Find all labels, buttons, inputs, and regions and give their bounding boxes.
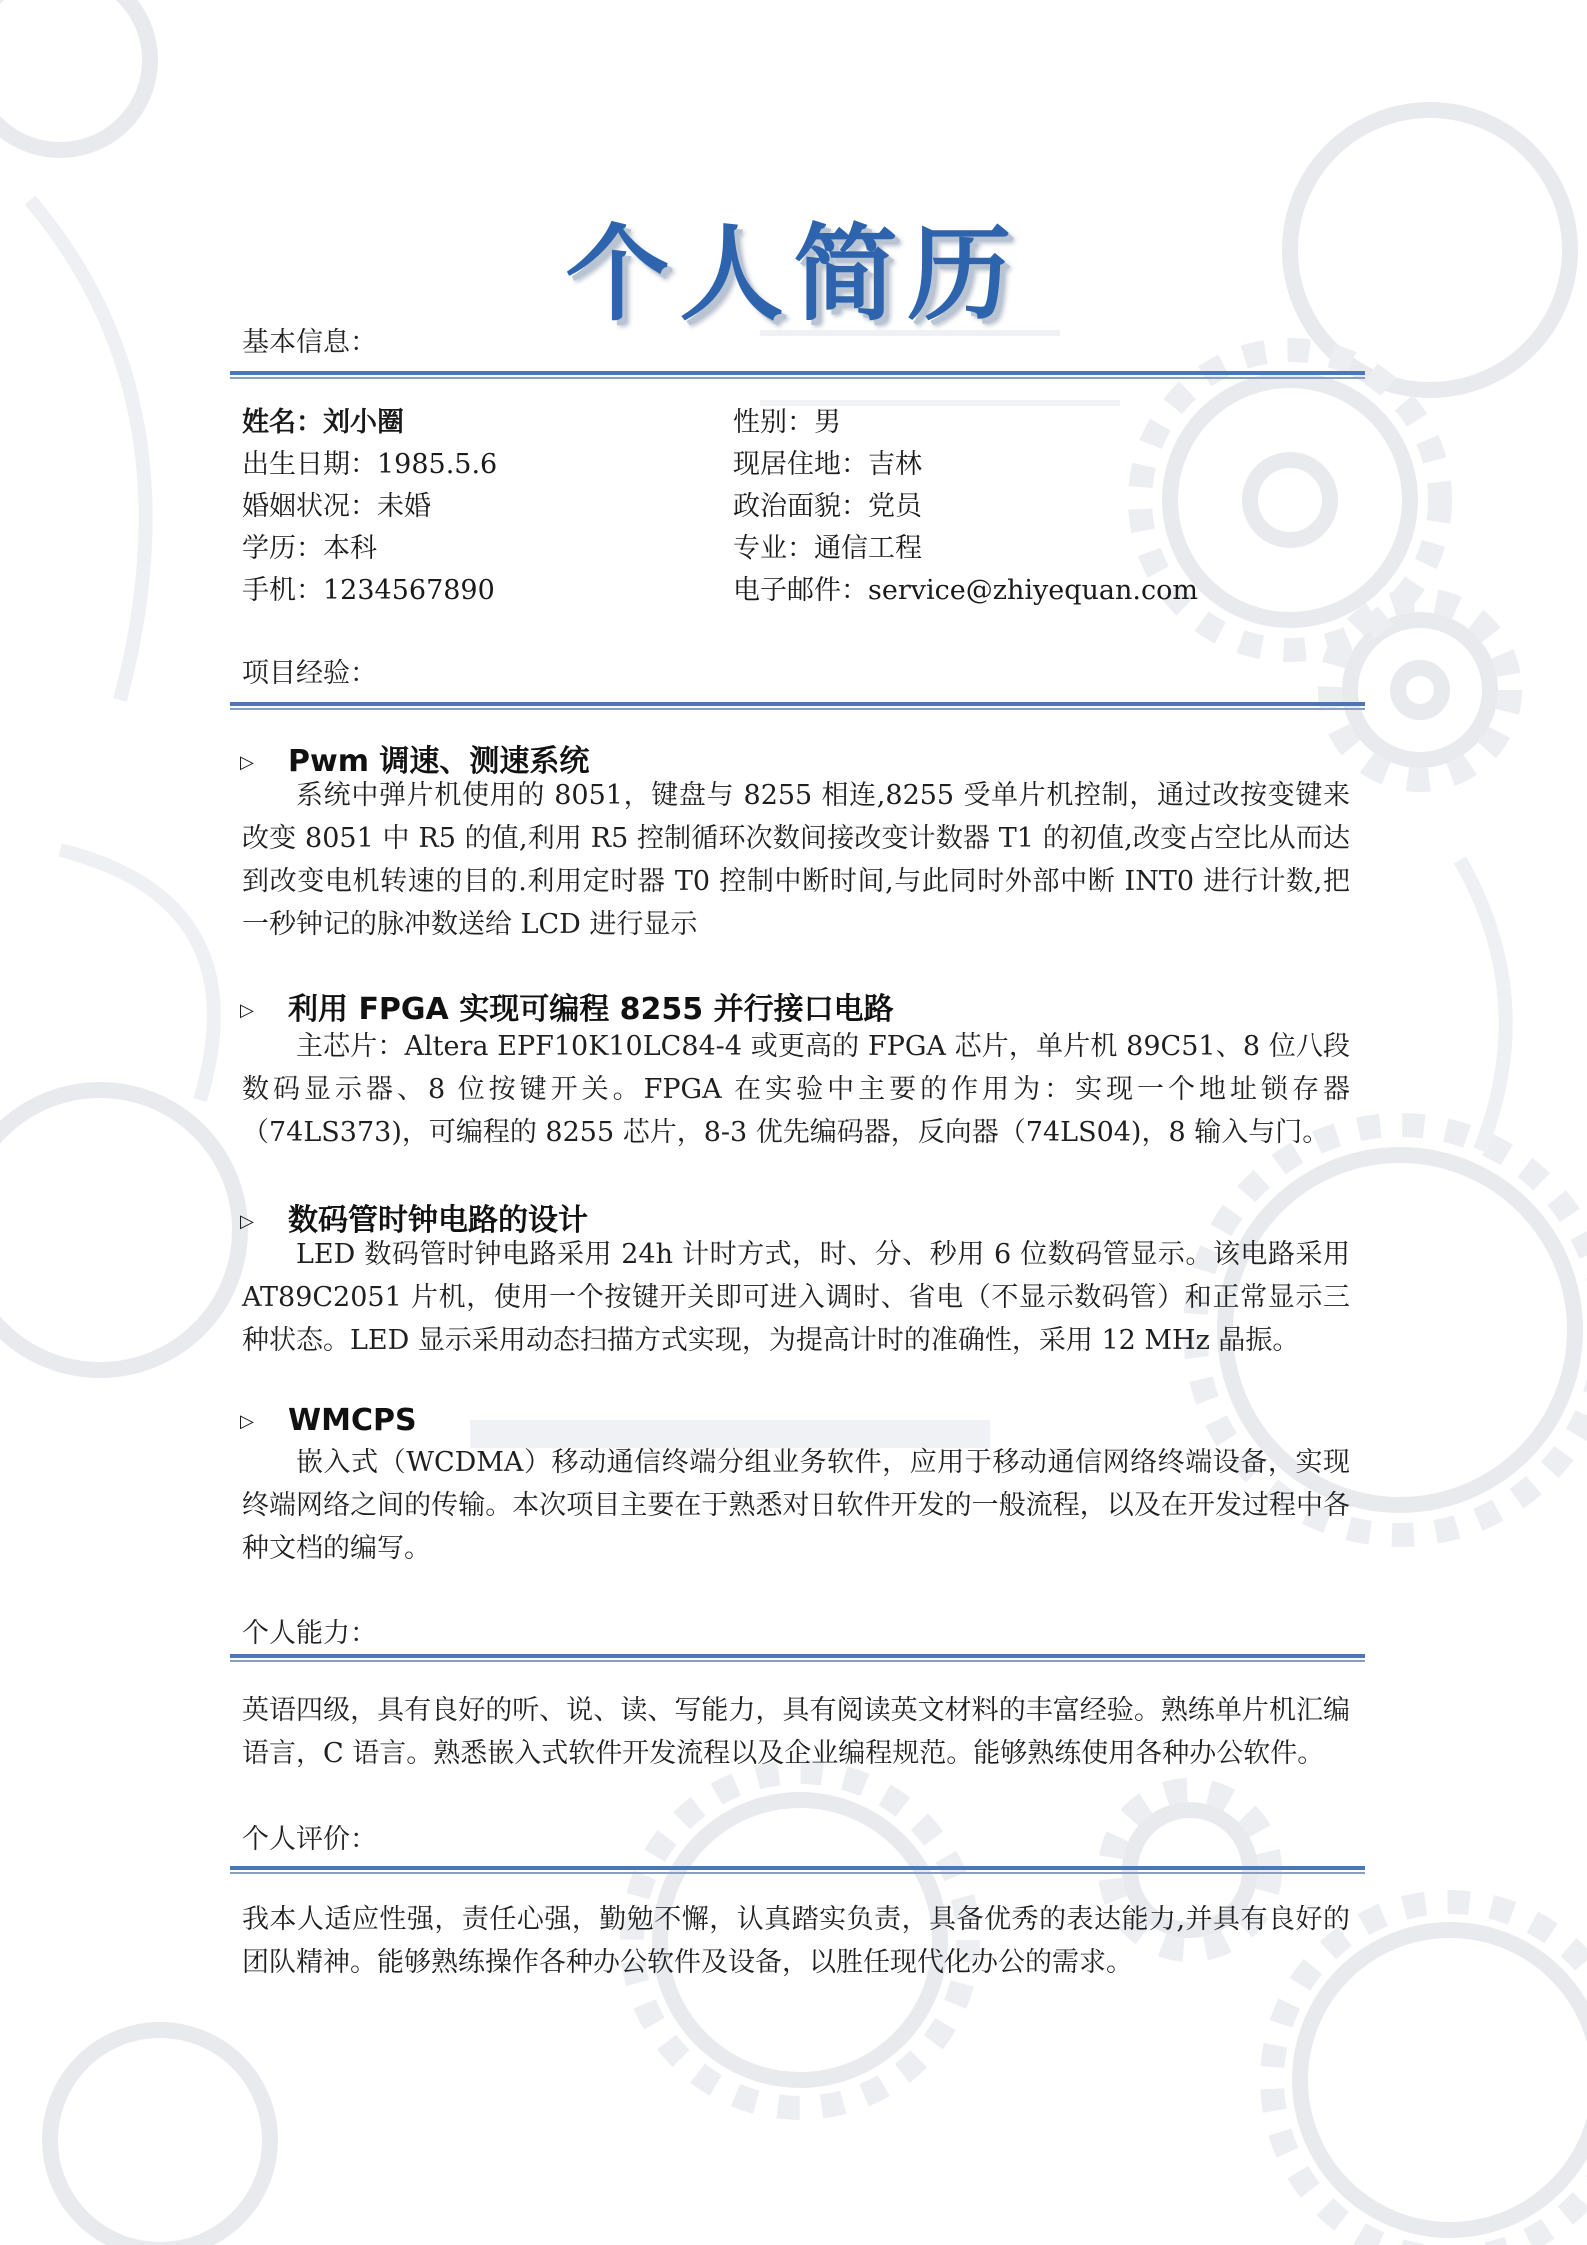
- project-description: 系统中弹片机使用的 8051，键盘与 8255 相连,8255 受单片机控制，通过改按变键来改变 8051 中 R5 的值,利用 R5 控制循环次数间接改变计数器 T1 的初值,改变占空比从而达到改变电机转速的目的.利用定时器 T0 控制中断时间,与此同时外部中断 INT0 进行计数,把一秒钟记的脉冲数送给 LCD 进行显示: [242, 780, 1350, 940]
- info-row-email: 电子邮件：service@zhiyequan.com: [733, 575, 1198, 606]
- project-title: ▷ Pwm 调速、测速系统: [240, 744, 590, 779]
- section-divider: [230, 1654, 1365, 1663]
- section-divider: [230, 702, 1365, 711]
- page-title: 个人简历: [565, 212, 1022, 335]
- section-label-projects: 项目经验：: [242, 658, 377, 689]
- section-divider: [230, 1866, 1365, 1875]
- info-row-gender: 性别：男: [733, 407, 841, 438]
- project-description: LED 数码管时钟电路采用 24h 计时方式，时、分、秒用 6 位数码管显示。该电路采用 AT89C2051 片机，使用一个按键开关即可进入调时、省电（不显示数码管）和正常显示三种状态。LED 显示采用动态扫描方式实现，为提高计时的准确性，采用 12 MHz 晶振。: [242, 1239, 1350, 1356]
- info-row-major: 专业：通信工程: [733, 533, 922, 564]
- info-row-birthdate: 出生日期：1985.5.6: [242, 449, 498, 480]
- project-title: ▷ 数码管时钟电路的设计: [240, 1203, 588, 1238]
- project-description: 嵌入式（WCDMA）移动通信终端分组业务软件，应用于移动通信网络终端设备，实现终端网络之间的传输。本次项目主要在于熟悉对日软件开发的一般流程，以及在开发过程中各种文档的编写。: [242, 1447, 1350, 1564]
- project-description: 主芯片：Altera EPF10K10LC84-4 或更高的 FPGA 芯片，单片机 89C51、8 位八段数码显示器、8 位按键开关。FPGA 在实验中主要的作用为：实现一个地址锁存器（74LS373)，可编程的 8255 芯片，8-3 优先编码器，反向器（74LS04)，8 输入与门。: [242, 1031, 1350, 1148]
- info-row-name: 姓名：刘小圈: [242, 407, 404, 438]
- evaluation-text: 我本人适应性强，责任心强，勤勉不懈，认真踏实负责，具备优秀的表达能力,并具有良好的团队精神。能够熟练操作各种办公软件及设备，以胜任现代化办公的需求。: [242, 1904, 1350, 1978]
- info-row-education: 学历：本科: [242, 533, 377, 564]
- basic-info-left: [242, 402, 497, 612]
- section-divider: [230, 371, 1365, 380]
- triangle-right-icon: ▷: [240, 752, 254, 773]
- section-label-basic: 基本信息：: [242, 327, 377, 358]
- triangle-right-icon: ▷: [240, 1411, 254, 1432]
- section-label-evaluation: 个人评价：: [242, 1824, 377, 1855]
- basic-info-right: [733, 402, 1198, 612]
- section-label-skills: 个人能力：: [242, 1618, 377, 1649]
- info-row-residence: 现居住地：吉林: [733, 449, 922, 480]
- triangle-right-icon: ▷: [240, 1211, 254, 1232]
- project-title: ▷ 利用 FPGA 实现可编程 8255 并行接口电路: [240, 992, 894, 1027]
- skills-text: 英语四级，具有良好的听、说、读、写能力，具有阅读英文材料的丰富经验。熟练单片机汇编语言，C 语言。熟悉嵌入式软件开发流程以及企业编程规范。能够熟练使用各种办公软件。: [242, 1695, 1350, 1769]
- triangle-right-icon: ▷: [240, 1000, 254, 1021]
- info-row-marital: 婚姻状况：未婚: [242, 491, 431, 522]
- info-row-political: 政治面貌：党员: [733, 491, 922, 522]
- info-row-phone: 手机：1234567890: [242, 575, 495, 606]
- project-title: ▷ WMCPS: [240, 1403, 417, 1438]
